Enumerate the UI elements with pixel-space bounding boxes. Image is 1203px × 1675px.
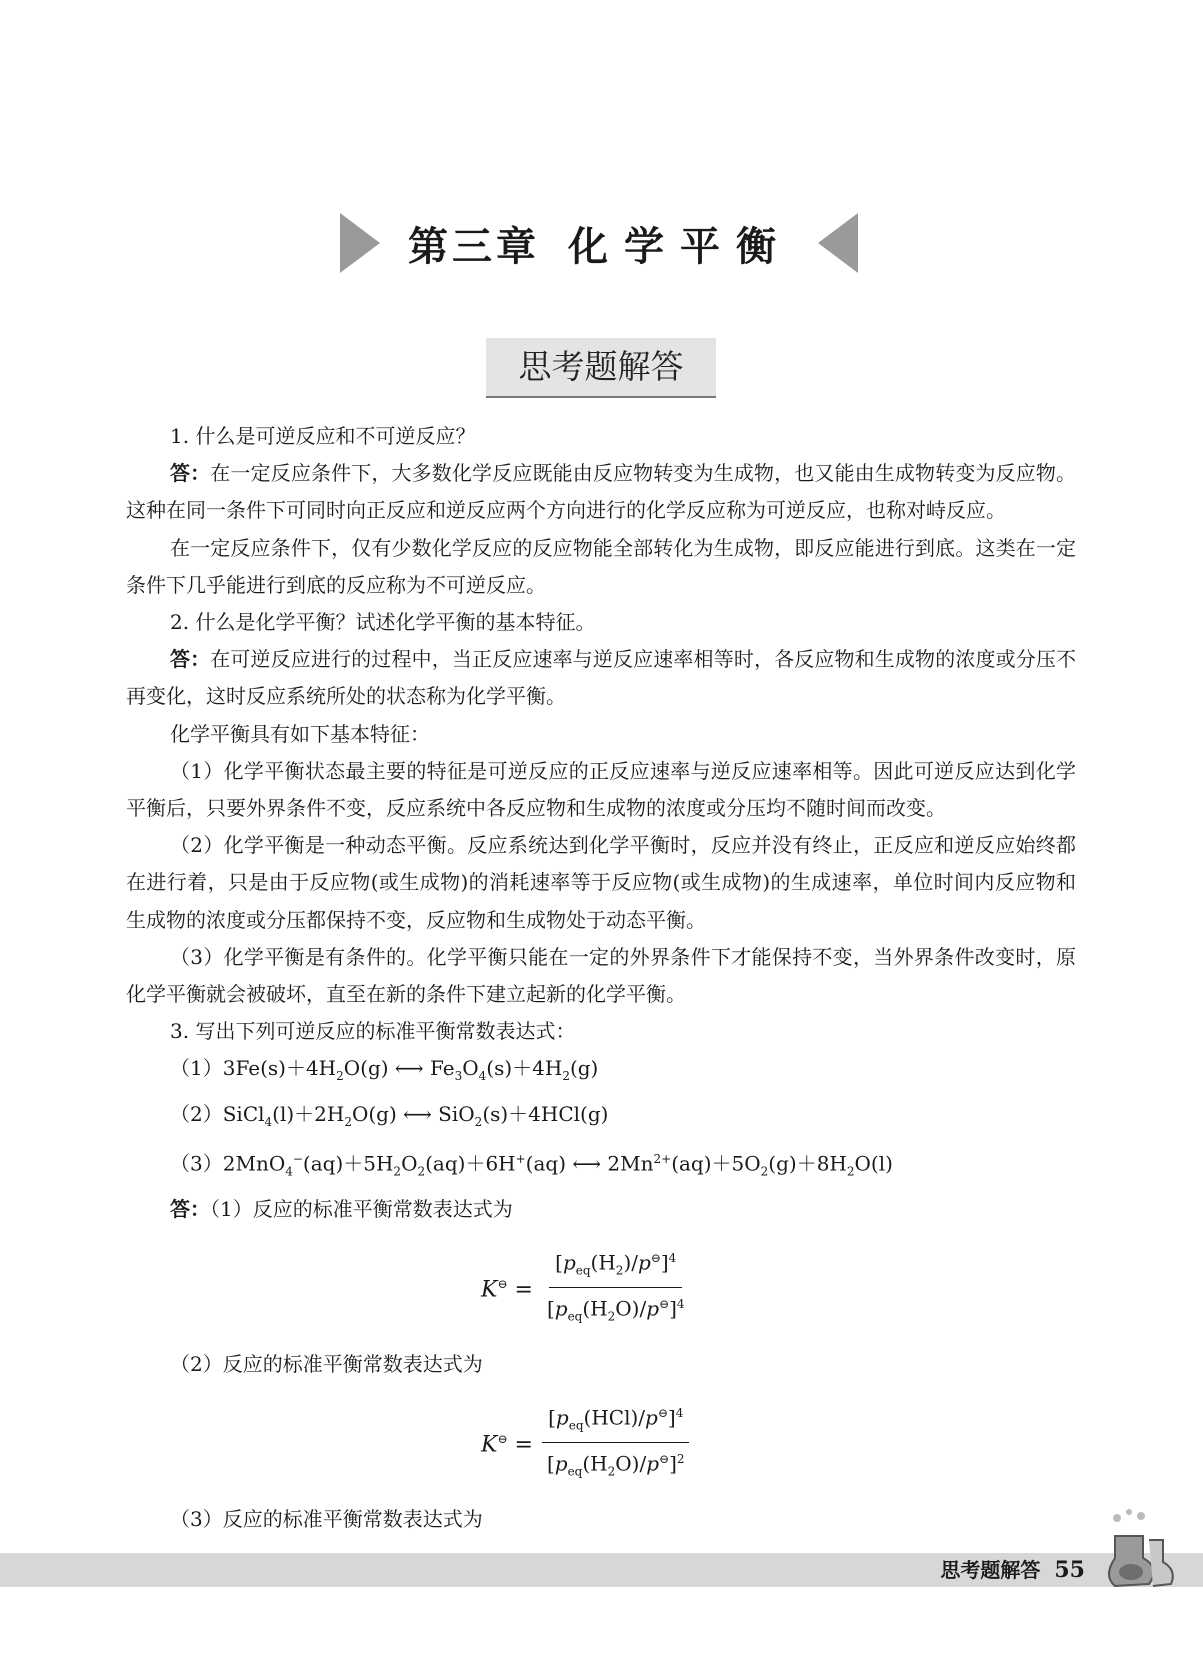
answer-1-p2: 在一定反应条件下，仅有少数化学反应的反应物能全部转化为生成物，即反应能进行到底。这类在一定条件下几乎能进行到底的反应称为不可逆反应。 xyxy=(126,535,1076,597)
reaction-label: （3） xyxy=(170,1151,223,1176)
answer-2-intro: 化学平衡具有如下基本特征： xyxy=(170,721,430,746)
feature-1: （1）化学平衡状态最主要的特征是可逆反应的正反应速率与逆反应速率相等。因此可逆反应达到化学平衡后，只要外界条件不变，反应系统中各反应物和生成物的浓度或分压均不随时间而改变。 xyxy=(126,758,1076,821)
k-symbol: K⊖ = xyxy=(481,1432,533,1458)
answer-1-p1 xyxy=(126,455,1076,529)
reaction-3: $(3)2MnO_4^-(aq)+5H_2O_2(aq)+6H^+(aq)$ ⟷ $2Mn^{2+}(aq)+5O_2(g)+8H_2O(l)$ xyxy=(170,1151,893,1179)
question-2: 2. 什么是化学平衡？试述化学平衡的基本特征。 xyxy=(170,610,596,635)
answer-label: 答： xyxy=(170,1196,210,1221)
reaction-2: $(2)SiCl_4(l)+2H_2O(g)$ ⟷ SiO$_2$(s)＋4HCl(g) xyxy=(170,1101,609,1129)
footer-section-name: 思考题解答 xyxy=(940,1558,1041,1582)
feature-2: （2）化学平衡是一种动态平衡。反应系统达到化学平衡时，反应并没有终止，正反应和逆反应始终都在进行着，只是由于反应物(或生成物)的消耗速率等于反应物(或生成物)的生成速率，单位时间内反应物和生成物的浓度或分压都保持不变，反应物和生成物处于动态平衡。 xyxy=(126,833,1076,932)
section-header xyxy=(486,338,716,398)
answer-label: 答： xyxy=(170,461,211,486)
answer-3-p2: （2）反应的标准平衡常数表达式为 xyxy=(170,1351,483,1376)
footer-text xyxy=(940,1553,1085,1587)
section-title: 思考题解答 xyxy=(518,347,684,386)
answer-2-p1 xyxy=(126,641,1076,715)
reaction-1: $(1)3Fe(s)+4H_2O(g)$ ⟷ $Fe_3O_4(s)+4H_2(g)$ xyxy=(170,1056,599,1084)
answer-label: 答： xyxy=(170,647,211,672)
answer-3-p3: （3）反应的标准平衡常数表达式为 xyxy=(170,1507,483,1532)
k-symbol: K⊖ = xyxy=(481,1276,533,1303)
reaction-label: （2） xyxy=(170,1101,223,1126)
triangle-right-icon xyxy=(340,213,380,273)
question-1: 1. 什么是可逆反应和不可逆反应？ xyxy=(170,424,476,448)
k-letter: K xyxy=(481,1277,498,1303)
reaction-label: （1） xyxy=(170,1056,223,1081)
feature-3: （3）化学平衡是有条件的。化学平衡只能在一定的外界条件下才能保持不变，当外界条件改变时，原化学平衡就会被破坏，直至在新的条件下建立起新的化学平衡。 xyxy=(126,944,1076,1007)
answer-text: （1）反应的标准平衡常数表达式为 xyxy=(210,1196,513,1221)
answer-text: 在一定反应条件下，大多数化学反应既能由反应物转变为生成物，也又能由生成物转变为反应物。这种在同一条件下可同时向正反应和逆反应两个方向进行的化学反应称为可逆反应，也称对峙反应。 xyxy=(126,461,1077,523)
chapter-name: 化学平衡 xyxy=(568,224,792,270)
chapter-number: 第三章 xyxy=(408,224,540,270)
chapter-header xyxy=(0,203,1203,283)
page-number: 55 xyxy=(1054,1557,1085,1583)
triangle-left-icon xyxy=(818,213,858,273)
main-content xyxy=(126,418,1076,1538)
footer-band xyxy=(0,1553,1203,1587)
formula-2: K⊖ = $\frac{[p_{eq}(HCl)/p^⊖]^4}{[p_{eq}(H_2O)/p^⊖]^2}$ xyxy=(126,1383,1076,1501)
k-letter: K xyxy=(481,1432,498,1458)
answer-3-p1 xyxy=(126,1191,1076,1228)
answer-text: 在可逆反应进行的过程中，当正反应速率与逆反应速率相等时，各反应物和生成物的浓度或分压不再变化，这时反应系统所处的状态称为化学平衡。 xyxy=(126,647,1077,709)
chapter-title xyxy=(380,215,820,272)
question-3: 3. 写出下列可逆反应的标准平衡常数表达式： xyxy=(170,1019,576,1044)
flask-icon xyxy=(1103,1506,1183,1590)
formula-1: K⊖ = $\frac{[p_{eq}(H_2)/p^⊖]^4}{[p_{eq}(H_2O)/p^⊖]^4}$ xyxy=(126,1228,1076,1346)
